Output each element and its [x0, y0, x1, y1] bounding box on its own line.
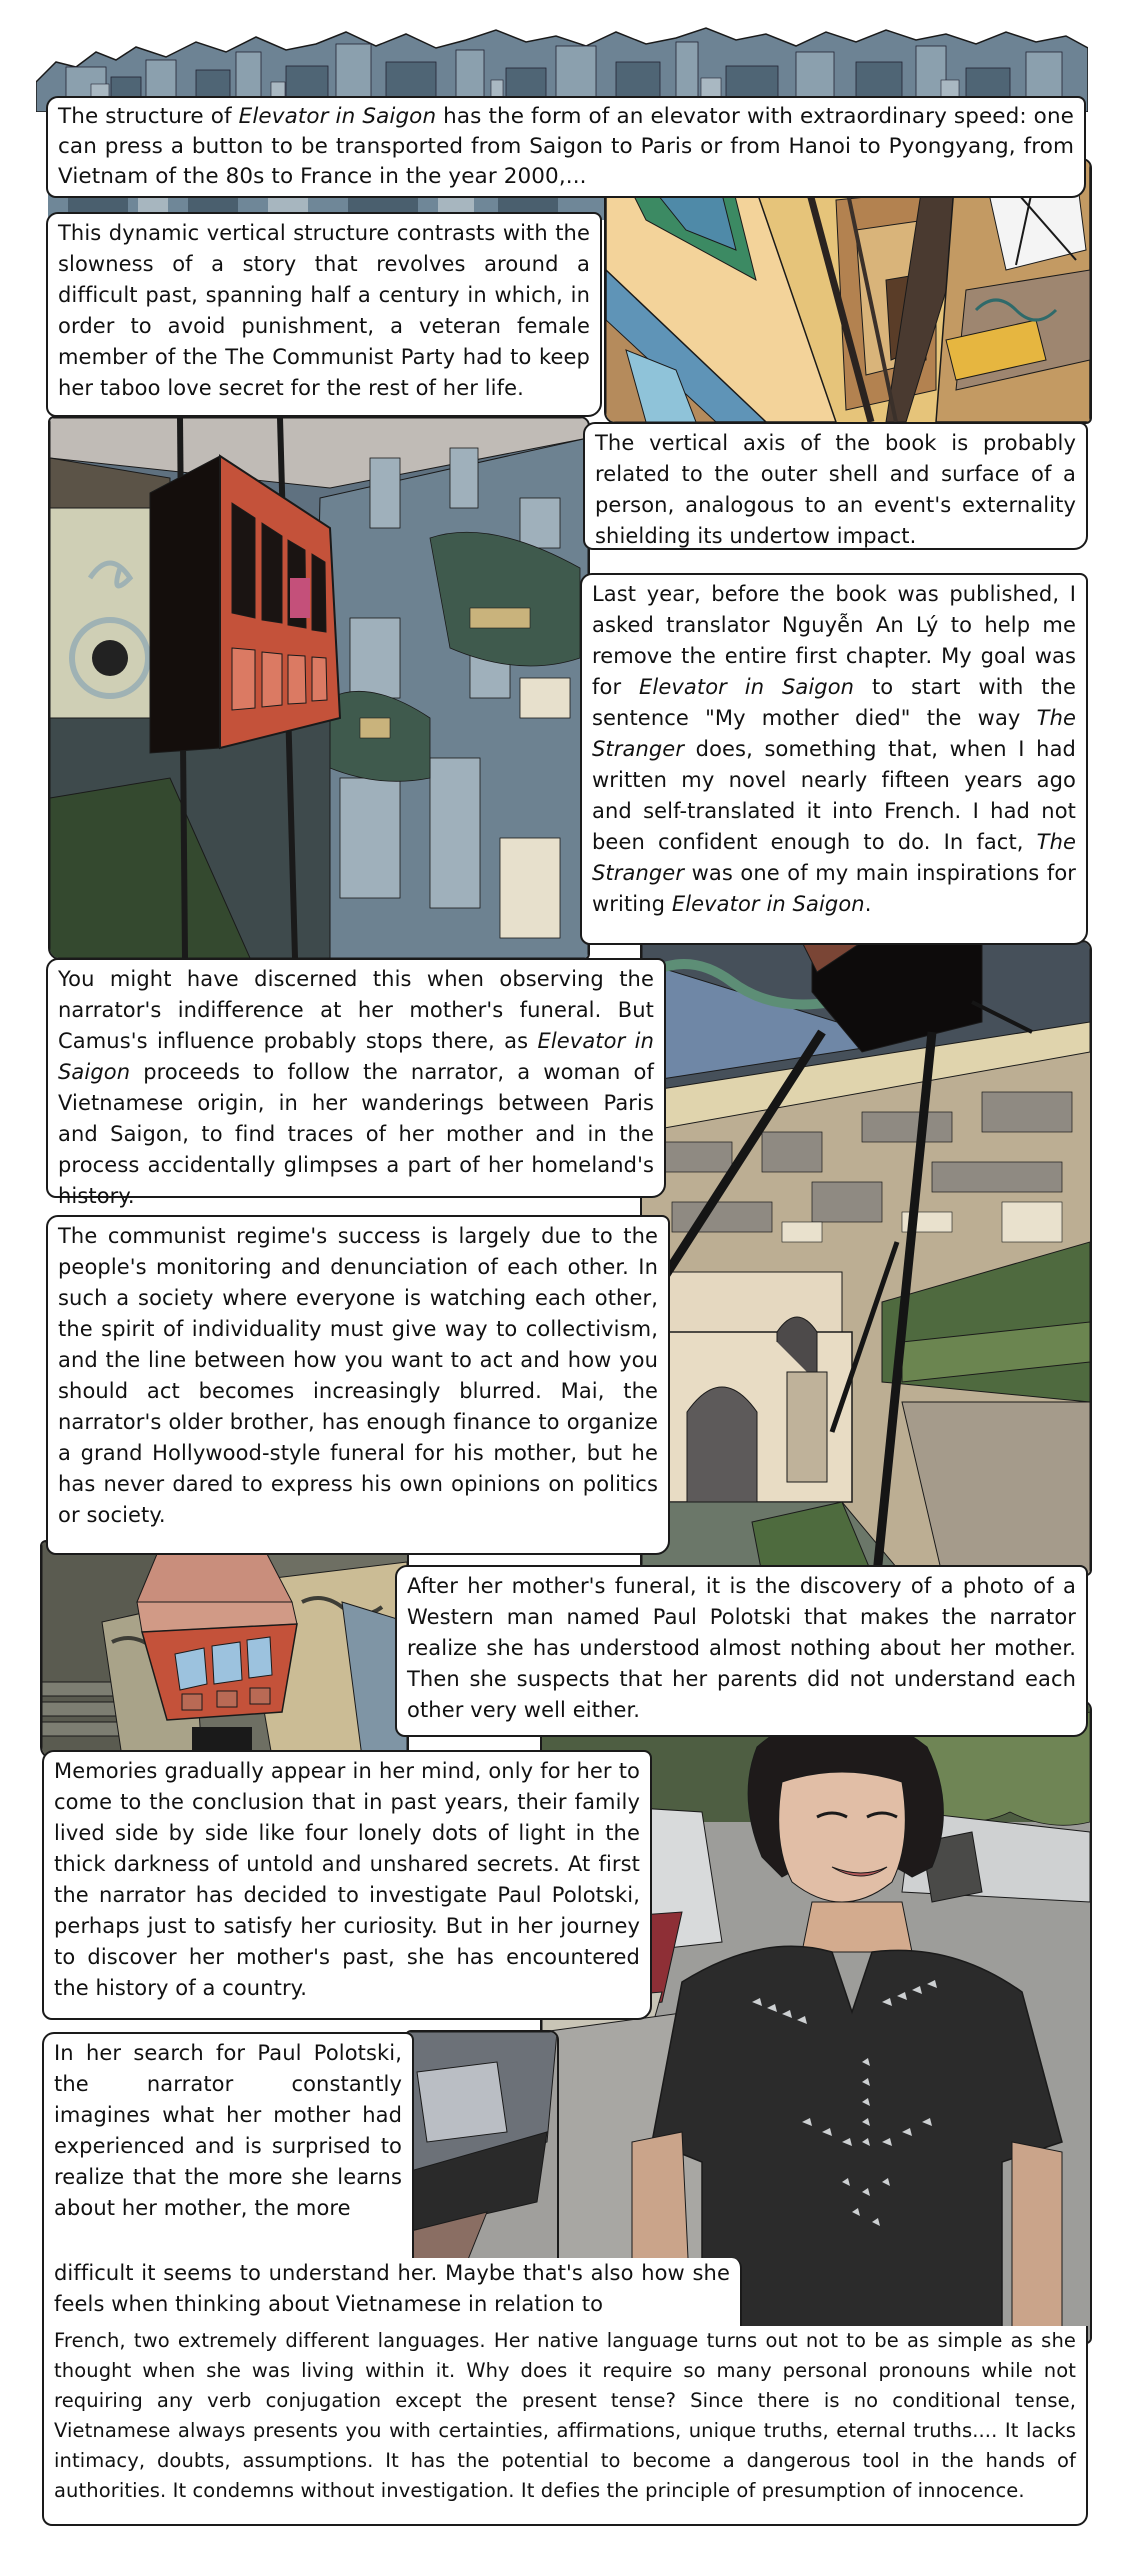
caption-text: was one of my main inspirations for writing	[592, 861, 1076, 916]
caption-structure	[46, 96, 1086, 198]
car-illustration	[405, 2030, 559, 2264]
red-elevator-small-illustration	[40, 1540, 409, 1759]
red-elevator-drawing	[50, 418, 588, 958]
caption-text: Memories gradually appear in her mind, only for her to come to the conclusion that in past years, their family lived side by side like four lonely dots of light in the thick darkness of untold and unshared secrets. At first the narrator has decided to investigate Paul Polotski, perhaps just to satisfy her curiosity. But in her journey to discover her mother's past, she has encountered the history of a country.	[54, 1759, 640, 2000]
caption-after-funeral	[395, 1565, 1088, 1737]
caption-text: The communist regime's success is largely due to the people's monitoring and denunciation of each other. In such a society where everyone is watching each other, the spirit of individuality must give way to collectivism, and the line between how you want to act and how you should act becomes increasingly blurred. Mai, the narrator's older brother, has enough finance to organize a grand Hollywood-style funeral for his mother, but he has never dared to express his own opinions on politics or society.	[58, 1224, 658, 1527]
caption-text: proceeds to follow the narrator, a woman of Vietnamese origin, in her wanderings between Paris and Saigon, to find traces of her mother and in the process accidentally glimpses a part of her homeland's history.	[58, 1060, 654, 1208]
caption-search-bottom	[42, 2326, 1088, 2526]
caption-vertical-axis	[583, 422, 1088, 550]
red-elevator-illustration	[48, 416, 590, 960]
caption-regime	[46, 1215, 670, 1555]
caption-text: has the form of an elevator with extraordinary speed: one can press a button to be transported from Saigon to Paris or from Hanoi to Pyongyang, from Vietnam of the 80s to France in the year 2000,...	[58, 104, 1074, 189]
caption-text: The vertical axis of the book is probably related to the outer shell and surface of a person, analogous to an event's externality shielding its undertow impact.	[595, 431, 1076, 548]
book-title-text: Elevator in Saigon	[58, 1029, 654, 1084]
caption-last-year	[580, 573, 1088, 945]
caption-search-mid	[42, 2258, 742, 2330]
caption-text: You might have discerned this when observing the narrator's indifference at her mother's funeral. But Camus's influence probably stops there, as	[58, 967, 654, 1053]
caption-text: to start with the sentence "My mother died" the way	[592, 675, 1076, 730]
caption-text: The structure of	[58, 104, 239, 129]
book-title-text: Elevator in Saigon	[639, 675, 855, 699]
paris-arc-drawing	[642, 942, 1090, 1574]
caption-text: After her mother's funeral, it is the discovery of a photo of a Western man named Paul Polotski that makes the narrator realize she has understood almost nothing about her mother. Then she suspects that her parents did not understand each other very well either.	[407, 1574, 1076, 1722]
caption-discerned	[46, 958, 666, 1208]
caption-text: does, something that, when I had written my novel nearly fifteen years ago and self-translated it into French. I had not been confident enough to do. In fact,	[592, 737, 1076, 854]
caption-text: difficult it seems to understand her. Maybe that's also how she feels when thinking about Vietnamese in relation to	[54, 2261, 730, 2316]
caption-dynamic	[46, 212, 602, 417]
red-elevator-small-drawing	[42, 1542, 407, 1757]
caption-text: French, two extremely different languages. Her native language turns out not to be as simple as she thought when she was living within it. Why does it require so many personal pronouns while not requiring any verb conjugation except the present tense? Since there is no conditional tense, Vietnamese always presents you with certainties, affirmations, unique truths, eternal truths.... It lacks intimacy, doubts, assumptions. It has the potential to become a dangerous tool in the hands of authorities. It condemns without investigation. It defies the principle of presumption of innocence.	[54, 2329, 1076, 2502]
caption-memories	[42, 1750, 652, 2020]
caption-text: This dynamic vertical structure contrasts with the slowness of a story that revolves around a difficult past, spanning half a century in which, in order to avoid punishment, a veteran female member of the The Communist Party had to keep her taboo love secret for the rest of her life.	[58, 221, 590, 400]
car-drawing	[407, 2032, 557, 2262]
caption-search-top	[42, 2032, 414, 2264]
caption-text: .	[864, 892, 872, 916]
elevator-shaft-drawing	[606, 160, 1090, 422]
book-title-text: Elevator in Saigon	[671, 892, 865, 916]
book-title-text: The Stranger	[592, 830, 1076, 885]
caption-text: In her search for Paul Polotski, the narrator constantly imagines what her mother had experienced and is surprised to realize that the more she learns about her mother, the more	[54, 2041, 402, 2220]
caption-text: Last year, before the book was published, I asked translator Nguyễn An Lý to help me remove the entire first chapter. My goal was for	[592, 582, 1076, 699]
paris-arc-illustration	[640, 940, 1092, 1576]
book-title-text: Elevator in Saigon	[238, 104, 437, 129]
book-title-text: The Stranger	[592, 706, 1076, 761]
